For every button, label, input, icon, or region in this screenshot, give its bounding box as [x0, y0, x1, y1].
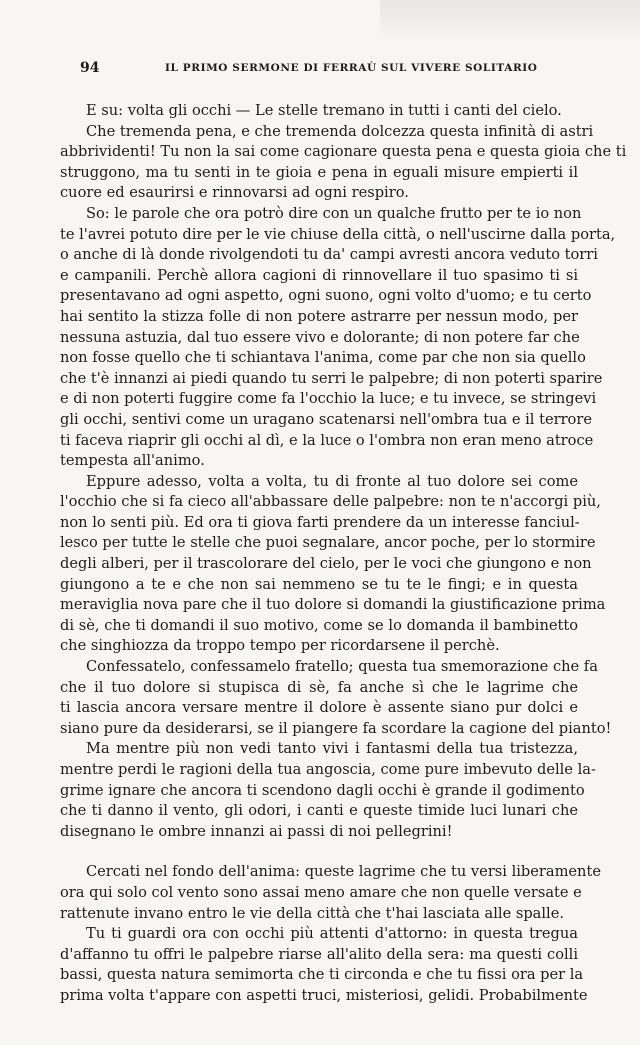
text-line: tempesta all'animo. — [60, 452, 205, 470]
text-line: che t'è innanzi ai piedi quando tu serri le palpebre; di non poterti sparire — [60, 369, 603, 387]
section-break — [60, 842, 578, 862]
text-line: o anche di là donde rivolgendoti tu da' campi avresti ancora veduto torri — [60, 246, 598, 264]
paragraph — [60, 924, 588, 1006]
text-line: ti faceva riaprir gli occhi al dì, e la luce o l'ombra non eran meno atroce — [60, 431, 594, 449]
text-line: gli occhi, sentivi come un uragano scatenarsi nell'ombra tua e il terrore — [60, 410, 592, 428]
scan-smudge — [380, 0, 640, 40]
paragraph — [60, 739, 596, 842]
page-number: 94 — [80, 60, 100, 76]
text-line: che ti danno il vento, gli odori, i canti e queste timide luci lunari che — [60, 802, 578, 820]
text-line: lesco per tutte le stelle che puoi segnalare, ancor poche, per lo stormire — [60, 534, 596, 552]
text-line: hai sentito la stizza folle di non potere astrarre per nessun modo, per — [60, 307, 578, 325]
text-line: di sè, che ti domandi il suo motivo, come se lo domanda il bambinetto — [60, 616, 578, 634]
text-line: E su: volta gli occhi — Le stelle tremano in tutti i canti del cielo. — [86, 102, 562, 119]
text-line: Confessatelo, confessamelo fratello; questa tua smemorazione che fa — [86, 658, 598, 676]
running-title: IL PRIMO SERMONE DI FERRAÙ SUL VIVERE SOLITARIO — [165, 62, 538, 74]
paragraph — [60, 862, 601, 924]
text-line: nessuna astuzia, dal tuo essere vivo e dolorante; di non potere far che — [60, 328, 580, 346]
text-line: che singhiozza da troppo tempo per ricordarsene il perchè. — [60, 637, 500, 655]
text-line: bassi, questa natura semimorta che ti circonda e che tu fissi ora per la — [60, 966, 584, 984]
text-line: abbrividenti! Tu non la sai come cagionare questa pena e questa gioia che ti — [60, 143, 627, 161]
text-line: degli alberi, per il trascolorare del cielo, per le voci che giungono e non — [60, 555, 592, 573]
text-line: mentre perdi le ragioni della tua angoscia, come pure imbevuto delle la- — [60, 761, 596, 778]
text-line: d'affanno tu offri le palpebre riarse all'alito della sera: ma questi colli — [60, 945, 578, 963]
text-line: Cercati nel fondo dell'anima: queste lagrime che tu versi liberamente — [86, 863, 601, 881]
paragraph — [60, 101, 578, 122]
text-line: e di non poterti fuggire come fa l'occhio la luce; e tu invece, se stringevi — [60, 390, 597, 408]
text-line: Tu ti guardi ora con occhi più attenti d'attorno: in questa tregua — [86, 925, 578, 943]
text-line: grime ignare che ancora ti scendono dagli occhi è grande il godimento — [60, 781, 585, 799]
text-line: Che tremenda pena, e che tremenda dolcezza questa infinità di astri — [86, 122, 594, 140]
text-line: siano pure da desiderarsi, se il piangere fa scordare la cagione del pianto! — [60, 719, 612, 737]
text-line: l'occhio che si fa cieco all'abbassare delle palpebre: non te n'accorgi più, — [60, 493, 601, 511]
text-line: e campanili. Perchè allora cagioni di rinnovellare il tuo spasimo ti si — [60, 266, 578, 284]
text-line: So: le parole che ora potrò dire con un qualche frutto per te io non — [86, 204, 582, 222]
text-line: giungono a te e che non sai nemmeno se tu te le fingi; e in questa — [60, 575, 578, 593]
text-line: ora qui solo col vento sono assai meno amare che non quelle versate e — [60, 883, 582, 901]
text-line: presentavano ad ogni aspetto, ogni suono, ogni volto d'uomo; e tu certo — [60, 287, 592, 305]
text-line: disegnano le ombre innanzi ai passi di noi pellegrini! — [60, 822, 453, 840]
text-line: struggono, ma tu senti in te gioia e pena in eguali misure empierti il — [60, 163, 578, 181]
paragraph — [60, 122, 627, 204]
text-line: ti lascia ancora versare mentre il dolore è assente siano pur dolci e — [60, 699, 578, 717]
text-line: rattenute invano entro le vie della città che t'hai lasciata alle spalle. — [60, 904, 564, 922]
text-line: non fosse quello che ti schiantava l'anima, come par che non sia quello — [60, 349, 586, 367]
body-text — [60, 101, 627, 1007]
paragraph — [60, 472, 606, 657]
text-line: non lo senti più. Ed ora ti giova farti prendere da un interesse fanciul- — [60, 513, 580, 531]
text-line: cuore ed esaurirsi e rinnovarsi ad ogni respiro. — [60, 184, 409, 202]
text-line: te l'avrei potuto dire per le vie chiuse della città, o nell'uscirne dalla porta, — [60, 225, 616, 243]
page-header — [80, 60, 570, 84]
text-line: Ma mentre più non vedi tanto vivi i fantasmi della tua tristezza, — [86, 740, 578, 758]
paragraph — [60, 657, 612, 739]
text-line: meraviglia nova pare che il tuo dolore si domandi la giustificazione prima — [60, 596, 606, 614]
text-line: prima volta t'appare con aspetti truci, misteriosi, gelidi. Probabilmente — [60, 986, 588, 1004]
text-line: che il tuo dolore si stupisca di sè, fa anche sì che le lagrime che — [60, 678, 578, 696]
text-line: Eppure adesso, volta a volta, tu di fronte al tuo dolore sei come — [86, 472, 578, 490]
paragraph — [60, 204, 616, 472]
